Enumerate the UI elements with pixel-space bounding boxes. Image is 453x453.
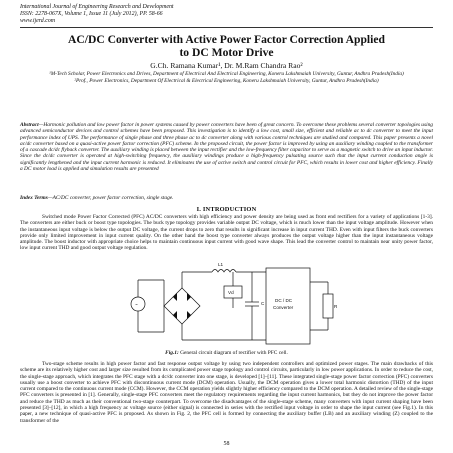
journal-header [20, 4, 435, 26]
journal-url: www.ijerd.com [20, 18, 56, 25]
index-terms [20, 195, 433, 201]
label-load: R [334, 304, 338, 309]
label-vd: Vd [228, 290, 234, 295]
section-heading-introduction: I. INTRODUCTION [196, 206, 257, 213]
circuit-diagram [120, 258, 340, 348]
diode-marks [173, 293, 191, 319]
keywords-text: —AC/DC converter, power factor correction, single stage. [47, 195, 174, 201]
ac-source-symbol [131, 297, 145, 311]
intro-paragraph-1: Switched mode Power Factor Corrected (PFC) AC/DC converters with high efficiency and power density are being used as front end rectifiers for a variety of applications [1-3]. The converters are either buck or boost type topologies. The buck type topology provides variable output DC voltage, which is much lower than the input voltage amplitude. However when the instantaneous input voltage is below the output DC voltage, the current drops to zero that results in significant increase in input current THD. Even with input filters the buck converters provide only limited improvement in input current quality. On the other hand the boost type converter always produces the output voltage higher than the input instantaneous voltage amplitude. The boost inductor with appropriate choice helps to maintain continuous input current with good wave shape. This lead the converter control to maintain near unity power factor, low input current THD and good output voltage regulation. [20, 214, 433, 252]
bridge-rectifier [164, 288, 200, 324]
header-rule [20, 27, 433, 28]
journal-name: International Journal of Engineering Research and Development [20, 4, 174, 10]
inductor-l1 [212, 270, 236, 273]
abstract-label: Abstract [20, 122, 39, 128]
abstract-text: —Harmonic pollution and low power factor in power systems caused by power converters have been of great concern. To overcome these problems several converter topologies using advanced semiconductor devices and control schemes have been proposed. This investigation is to identify a low cost, small size, efficient and reliable ac to dc converter to meet the input performance index of UPS. The performance of single phase and three phase ac to dc converter along with various control techniques are studied and compared. This paper presents a novel ac/dc converter based on a quasi-active power factor correction (PFC) scheme. In the proposed circuit, the power factor is improved by using an auxiliary winding coupled to the transformer of a cascade dc/dc flyback converter. The auxiliary winding is placed between the input rectifier and the low-frequency filter capacitor to serve as a magnetic switch to drive an input inductor. Since the dc/dc converter is operated at high-switching frequency, the auxiliary windings produce a high-frequency pulsating source such that the input current conduction angle is significantly lengthened and the input current harmonic is reduced. It eliminates the use of active switch and control circuit for PFC, which results in lower cost and higher efficiency. Finally a DC motor load is applied and simulation results are presented [20, 122, 433, 173]
label-dcdc: DC / DC [275, 298, 293, 303]
figure-caption-label: Fig.1: [165, 350, 179, 356]
intro-paragraph-2: Two-stage scheme results in high power factor and fast response output voltage by using two independent controllers and optimized power stages. The main drawbacks of this scheme are its relatively higher cost and larger size resulted from its complicated power stage topology and control circuits, particularly in low power applications. In order to reduce the cost, the single-stage approach, which integrates the PFC stage with a dc/dc converter into one stage, is developed [1]–[11]. These integrated single-stage power factor correction (PFC) converters usually use a boost converter to achieve PFC with discontinuous current mode (DCM) operation. Usually, the DCM operation gives a lower total harmonic distortion (THD) of the input current compared to the continuous current mode (CCM). However, the CCM operation yields slightly higher efficiency compared to the DCM operation. A detailed review of the single-stage PFC converters is presented in [1]. Generally, single-stage PFC converters meet the regulatory requirements regarding the input current harmonics, but they do not improve the power factor and reduce the THD as much as their conventional two-stage counterpart. To overcome the disadvantages of the single-stage scheme, many converters with input current shaping have been presented [3]–[12], in which a high frequency ac voltage source (either signal) is connected in series with the rectified input voltage in order to shape the input current (see Fig.1). In this paper, a new technique of quasi-active PFC is proposed. As shown in Fig. 2, the PFC cell is formed by connecting the auxiliary buffer (LB) and an auxiliary winding (Z) coupled to the transformer of the [20, 361, 433, 424]
title-line-1: AC/DC Converter with Active Power Factor Correction Applied [68, 33, 385, 46]
title-line-2: to DC Motor Drive [179, 46, 274, 59]
figure-caption [20, 350, 433, 356]
paper-authors: G.Ch. Ramana Kumar¹, Dr. M.Ram Chandra Rao² [150, 61, 303, 70]
keywords-label: Index Terms [20, 195, 48, 201]
affiliations [30, 71, 423, 84]
affiliation-1: ¹M-Tech Scholar, Power Electronics and Drives, Department of Electrical And Electrical Engineering, Koneru Lakshmaiah University, Guntur, Andhra Pradesh(India) [49, 71, 404, 77]
page-number: 58 [223, 441, 230, 447]
label-capacitor: C [261, 301, 265, 306]
abstract [20, 122, 433, 172]
affiliation-2: ²Prof., Power Electronics, Department Of Electrical & Electrical Engineering, Koneru Lakshmaiah University, Guntur, Andhra Pradesh(India) [74, 78, 379, 85]
figure-caption-text: General circuit diagram of rectifier with PFC cell. [178, 350, 288, 356]
label-l1: L1 [218, 262, 224, 267]
label-converter: Converter [273, 305, 294, 310]
load-resistor [323, 294, 333, 318]
journal-issue: ISSN: 2278-067X, Volume 1, Issue 11 (July 2012), PP. 58-66 [20, 11, 163, 18]
label-ac-source: ~ [135, 302, 138, 307]
paper-title [20, 33, 433, 59]
